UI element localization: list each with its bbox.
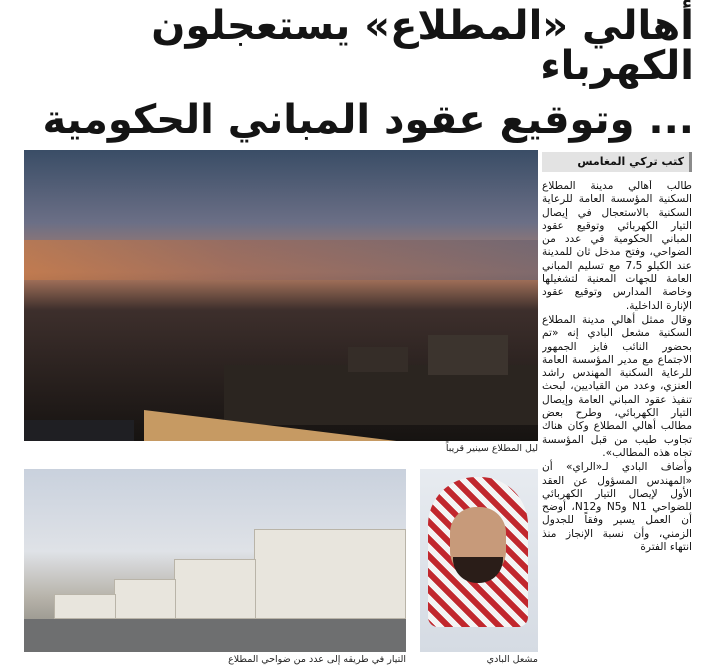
article-paragraph-3: وأضاف البادي لـ«الراي» أن «المهندس المسؤول عن العقد الأول لإيصال التيار الكهربائي للضواحي N1 وN5 وN12، أوضح أن العمل يسير وفقاً للجدول الزمني، وأن نسبة الإنجاز منذ انتهاء الفترة xyxy=(542,461,692,554)
skyline-buildings xyxy=(224,365,538,425)
building xyxy=(254,529,406,619)
dark-road xyxy=(24,420,134,441)
headline-line-1: أهالي «المطلاع» يستعجلون الكهرباء xyxy=(151,3,694,89)
portrait-photo xyxy=(420,469,538,652)
building-silhouette xyxy=(348,347,408,372)
headline xyxy=(4,3,694,143)
sunset-glow xyxy=(24,240,538,280)
building xyxy=(174,559,256,619)
portrait-caption: مشعل البادي xyxy=(486,654,538,665)
headline-line-2: ... وتوقيع عقود المباني الحكومية xyxy=(42,97,694,143)
byline: كتب تركي المغامس xyxy=(542,152,692,172)
street-photo-caption: التيار في طريقه إلى عدد من ضواحي المطلاع xyxy=(228,654,406,665)
street-road xyxy=(24,619,406,652)
building xyxy=(54,594,116,619)
buildings-street-photo xyxy=(24,469,406,652)
building-silhouette xyxy=(428,335,508,375)
night-city-photo xyxy=(24,150,538,441)
building xyxy=(114,579,176,619)
article-paragraph-1: طالب أهالي مدينة المطلاع السكنية المؤسسة العامة للرعاية السكنية بالاستعجال في إيصال التيار الكهربائي وتوقيع عقود المباني الحكومية في عدد من الضواحي، وفتح مدخل ثان للمدينة عند الكيلو 7،5 مع تسليم المباني العامة للجهات المعنية لتشغيلها وخاصة المدارس وتوقيع عقود الإنارة الداخلية. xyxy=(542,180,692,312)
main-photo-caption: ليل المطلاع سينير قريباً xyxy=(445,443,538,454)
article-paragraph-2: وقال ممثل أهالي مدينة المطلاع السكنية مشعل البادي إنه «تم بحضور النائب فايز الجمهور الاجتماع مع مدير المؤسسة العامة للرعاية السكنية المهندس راشد العنزي، وعدد من القياديين، لبحث تنفيذ عقود المباني العامة وإيصال التيار الكهربائي، وطرح بعض مطالب أهالي المطلاع وكان هناك تجاوب طيب من قبل المؤسسة تجاه هذه المطالب». xyxy=(542,313,692,459)
article-column xyxy=(542,180,692,669)
